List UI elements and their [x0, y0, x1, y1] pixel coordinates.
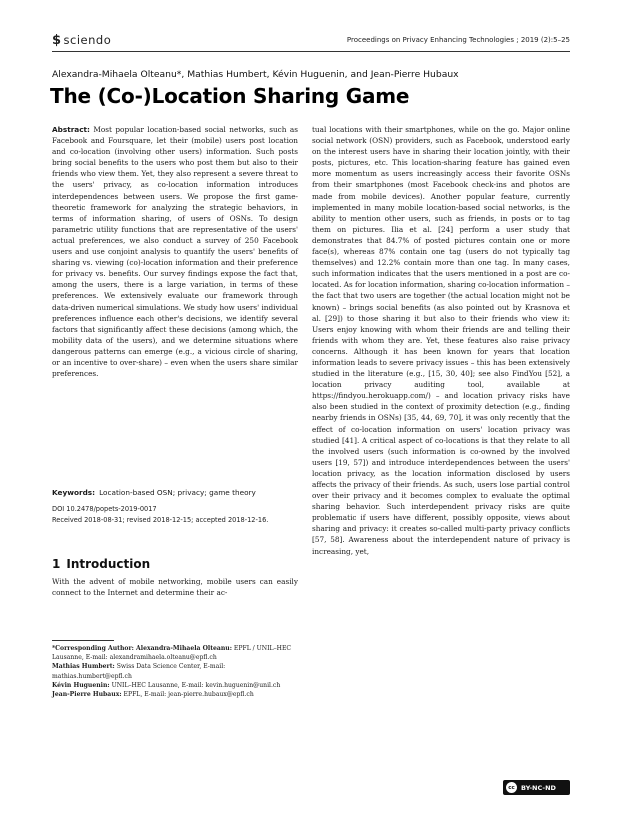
keywords [52, 485, 298, 498]
abstract-label: Abstract: [52, 125, 90, 134]
keywords-label: Keywords: [52, 488, 96, 497]
cc-icon: cc [506, 782, 517, 793]
footnote-name: Mathias Humbert: [52, 663, 115, 671]
section-number: 1 [52, 557, 61, 571]
footnote [52, 662, 298, 680]
footnote-name: *Corresponding Author: Alexandra-Mihaela Olteanu: [52, 645, 232, 652]
cc-license-badge[interactable] [503, 780, 570, 795]
footnote-rule [52, 640, 114, 641]
author-list: Alexandra-Mihaela Olteanu*, Mathias Humbert, Kévin Huguenin, and Jean-Pierre Hubaux [52, 69, 459, 80]
footnote-text: Swiss Data Science Center, E-mail: mathias.humbert@epfl.ch [52, 663, 226, 680]
license-text: BY-NC-ND [521, 783, 556, 792]
logo-text: sciendo [63, 33, 112, 47]
footnote [52, 681, 298, 690]
abstract [52, 124, 298, 379]
footnote-text: EPFL / UNIL–HEC Lausanne, E-mail: alexandramihaela.olteanu@epfl.ch [52, 645, 292, 662]
page-header [52, 33, 570, 49]
journal-citation: Proceedings on Privacy Enhancing Technologies ; 2019 (2):5–25 [346, 36, 570, 44]
footnote-text: EPFL, E-mail: jean-pierre.hubaux@epfl.ch [123, 691, 254, 699]
paper-title: The (Co-)Location Sharing Game [50, 84, 410, 108]
publisher-logo [52, 33, 111, 48]
abstract-text: Most popular location-based social networks, such as Facebook and Foursquare, let their (mobile) users post location and co-location (involving other users) information. Such posts bring social benefits to the users who post them but also to their friends who view them. Yet, they also represent a severe threat to the users' privacy, as co-location information introduces interdependences between users. We propose the first game-theoretic framework for analyzing the strategic behaviors, in terms of information sharing, of users of OSNs. To design parametric utility functions that are representative of the users' actual preferences, we also conduct a survey of 250 Facebook users and use conjoint analysis to quantify the users' benefits of sharing vs. viewing (co)-location information and their preference for privacy vs. benefits. Our survey findings expose the fact that, among the users, there is a large variation, in terms of these preferences. We extensively evaluate our framework through data-driven numerical simulations. We study how users' individual preferences influence each other's decisions, we identify several factors that significantly affect these decisions (among which, the mobility data of the users), and we determine situations where dangerous patterns can emerge (e.g., a vicious circle of sharing, or an incentive to over-share) – even when the users share similar preferences. [52, 125, 298, 379]
section-heading [52, 557, 150, 571]
footnote-text: UNIL–HEC Lausanne, E-mail: kevin.huguenin@unil.ch [111, 681, 281, 689]
header-rule [52, 51, 570, 52]
footnotes [52, 644, 298, 699]
footnote-name: Jean-Pierre Hubaux: [52, 691, 122, 699]
footnote [52, 690, 298, 699]
doi: DOI 10.2478/popets-2019-0017 [52, 505, 157, 513]
sciendo-s-icon: $ [52, 33, 62, 48]
intro-continued: tual locations with their smartphones, while on the go. Major online social network (OSN) providers, such as Facebook, understood early on the interest users have in sharing their location jointly, with their posts, pictures, etc. This location-sharing feature has gained even more momentum as users increasingly access their favorite OSNs from their smartphones (most Facebook check-ins and photos are made from mobile devices). Another popular feature, currently implemented in many mobile location-based social networks, is the ability to mention other users, such as friends, in posts or to tag them on pictures. Ilia et al. [24] perform a user study that demonstrates that 84.7% of posted pictures contain one or more face(s), whereas 87% contain one tag (users do not typically tag themselves) and 12.2% contain more than one tag. In many cases, such information indicates that the users mentioned in a post are co-located. As for location information, sharing co-location information – the fact that two users are together (the actual location might not be known) – brings social benefits (as also pointed out by Krasnova et al. [29]) to those sharing it but also to their friends who view it: Users enjoy knowing with whom their friends are and telling their friends with whom they are. Yet, these features also raise privacy concerns. Although it has been known for years that location information leads to severe privacy issues – this has been extensively studied in the literature (e.g., [15, 30, 40]; see also FindYou [52], a location privacy auditing tool, available at https://findyou.herokuapp.com/) – and location privacy risks have also been studied in the context of proximity detection (e.g., finding nearby friends in OSNs) [35, 44, 69, 70], it was only recently that the effect of co-location information on users' location privacy was studied [41]. A critical aspect of co-locations is that they relate to all the involved users (such information is co-owned by the involved users [19, 57]) and introduce interdependences between the users' location privacy, as the location information disclosed by users affects the privacy of their friends. As such, users lose partial control over their privacy and it becomes complex to evaluate the optimal sharing behavior. Such interdependent privacy risks are quite problematic if users have different, possibly opposite, views about sharing and privacy: it creates so-called multi-party privacy conflicts [57, 58]. Awareness about the interdependent nature of privacy is increasing, yet, [312, 125, 570, 556]
intro-paragraph: With the advent of mobile networking, mobile users can easily connect to the Internet and determine their ac- [52, 577, 298, 598]
footnote-name: Kévin Huguenin: [52, 681, 110, 689]
received-dates: Received 2018-08-31; revised 2018-12-15; accepted 2018-12-16. [52, 516, 269, 524]
keywords-text: Location-based OSN; privacy; game theory [99, 488, 256, 497]
section-title: Introduction [66, 557, 151, 571]
footnote [52, 644, 298, 662]
